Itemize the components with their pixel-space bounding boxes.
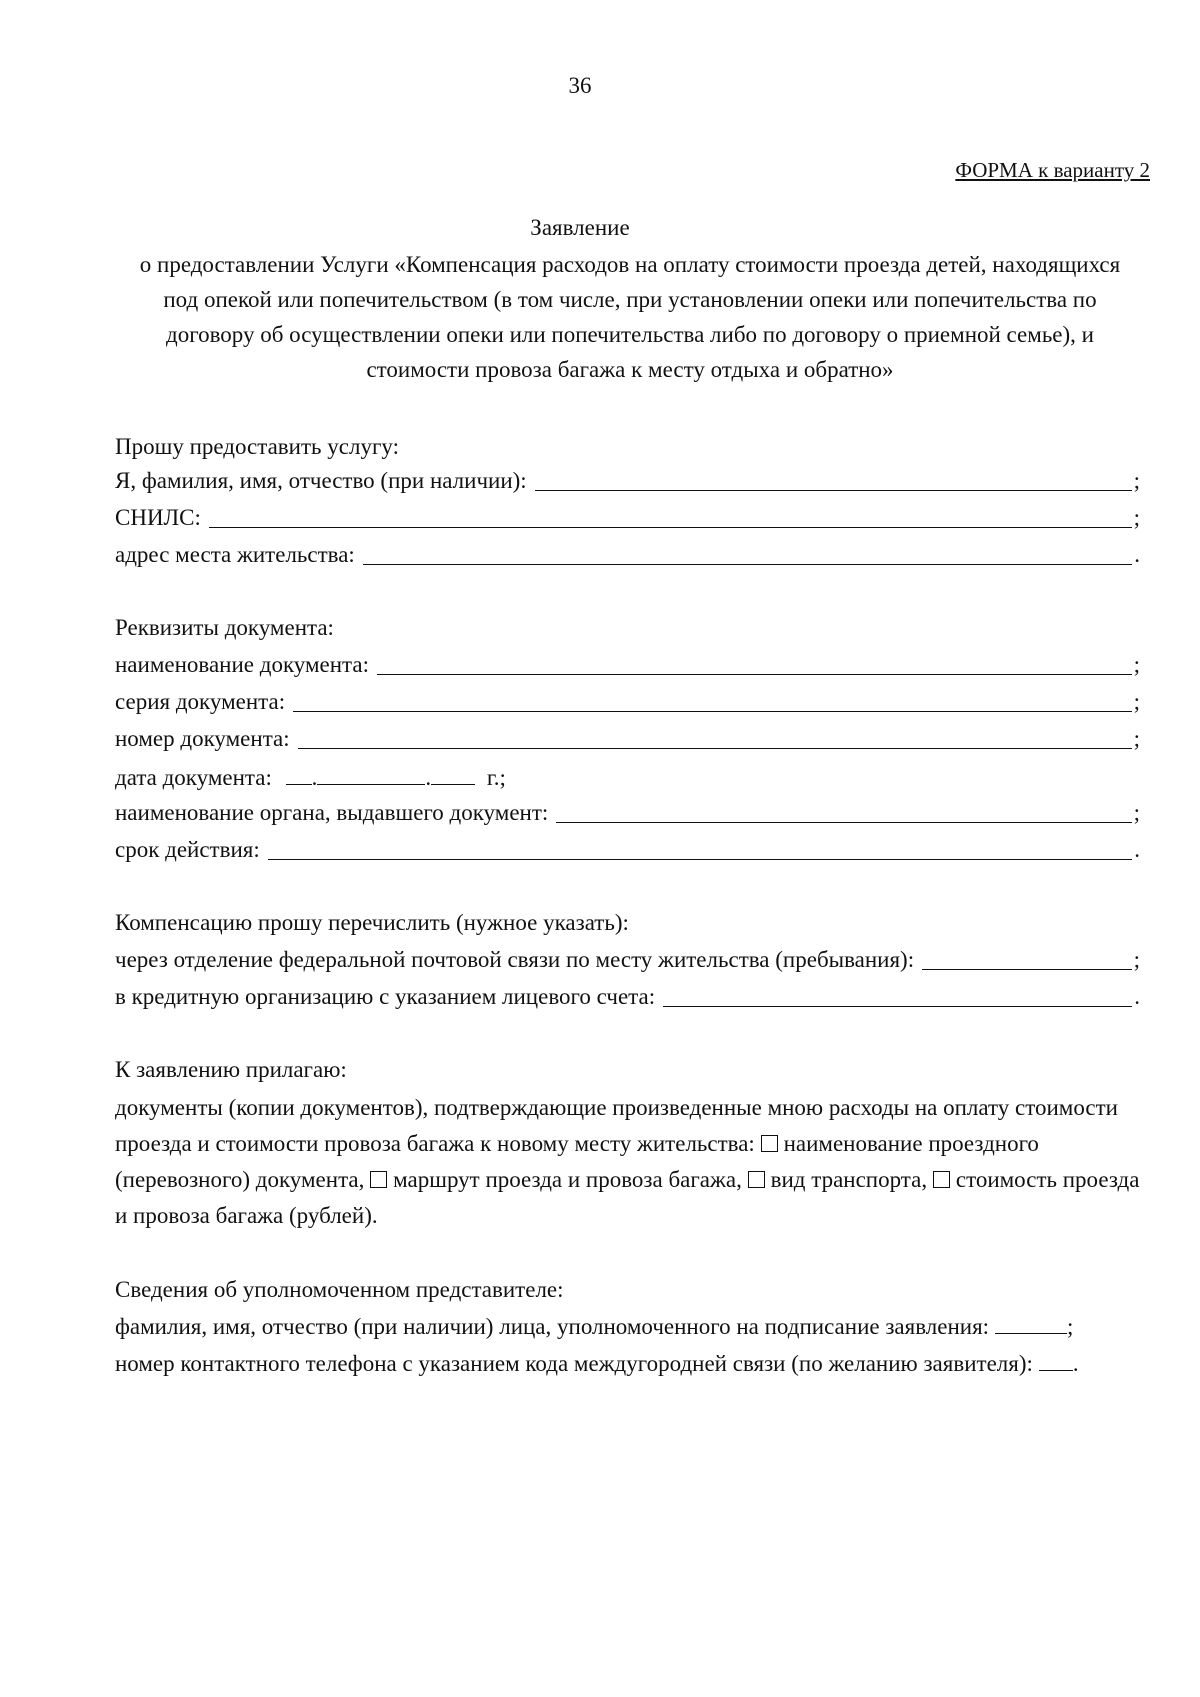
rep-phone-label: номер контактного телефона с указанием кода междугородней связи (по желанию заявителя):: [115, 1351, 1033, 1376]
row-end-mark: ;: [1133, 468, 1140, 493]
rep-fio-row: [115, 1313, 1073, 1341]
doc-name-label: наименование документа:: [115, 652, 369, 677]
snils-row: [115, 504, 1140, 532]
doc-series-label: серия документа:: [115, 689, 286, 714]
attachments-paragraph: [115, 1090, 1145, 1234]
applicant-fio-row: [115, 467, 1140, 495]
bank-label: в кредитную организацию с указанием лицевого счета:: [115, 984, 656, 1009]
doc-number-row: [115, 725, 1140, 753]
row-end-mark: ;: [1133, 689, 1140, 714]
snils-field[interactable]: [209, 505, 1132, 528]
post-field[interactable]: [922, 947, 1132, 970]
snils-label: СНИЛС:: [115, 505, 201, 530]
doc-date-suffix: г.;: [486, 765, 506, 790]
document-title: Заявление: [530, 215, 630, 240]
attachment-option-transport: вид транспорта,: [770, 1167, 928, 1192]
applicant-fio-field[interactable]: [535, 468, 1132, 491]
doc-date-row: дата документа: . . г.;: [115, 762, 506, 792]
page-number: 36: [568, 73, 592, 98]
doc-date-day-field[interactable]: [286, 762, 312, 785]
row-end-mark: ;: [1133, 505, 1140, 530]
checkbox-doc-name[interactable]: [761, 1135, 778, 1152]
compensation-heading: Компенсацию прошу перечислить (нужное указать):: [115, 910, 629, 935]
row-end-mark: .: [1134, 837, 1140, 862]
row-end-mark: ;: [1067, 1314, 1074, 1339]
attachments-heading: К заявлению прилагаю:: [115, 1057, 347, 1082]
doc-validity-label: срок действия:: [115, 837, 260, 862]
attachments-intro: документы (копии документов), подтверждающие произведенные мною расходы на оплату стоимости проезда и стоимости провоза багажа к новому месту жительства:: [115, 1095, 1118, 1156]
doc-name-row: [115, 651, 1140, 679]
address-field[interactable]: [363, 542, 1132, 565]
doc-date-label: дата документа:: [115, 765, 272, 790]
checkbox-route[interactable]: [370, 1171, 387, 1188]
row-end-mark: ;: [1133, 726, 1140, 751]
row-end-mark: .: [1134, 984, 1140, 1009]
doc-validity-field[interactable]: [268, 837, 1133, 860]
doc-validity-row: [115, 836, 1140, 864]
rep-phone-field[interactable]: [1039, 1350, 1073, 1371]
doc-issuer-row: [115, 799, 1140, 827]
row-end-mark: ;: [1133, 652, 1140, 677]
post-label: через отделение федеральной почтовой связи по месту жительства (пребывания):: [115, 947, 915, 972]
rep-phone-row: [115, 1350, 1079, 1378]
row-end-mark: .: [1134, 542, 1140, 567]
checkbox-cost[interactable]: [933, 1171, 950, 1188]
doc-number-label: номер документа:: [115, 726, 290, 751]
applicant-fio-label: Я, фамилия, имя, отчество (при наличии):: [115, 468, 527, 493]
row-end-mark: ;: [1133, 947, 1140, 972]
doc-date-year-field[interactable]: [431, 762, 475, 785]
checkbox-transport[interactable]: [748, 1171, 765, 1188]
applicant-heading: Прошу предоставить услугу:: [115, 434, 399, 459]
doc-date-month-field[interactable]: [317, 762, 425, 785]
doc-name-field[interactable]: [377, 652, 1132, 675]
attachment-option-cost: стоимость проезда и провоза багажа (рублей).: [115, 1167, 1140, 1228]
row-end-mark: .: [1072, 1351, 1079, 1376]
rep-fio-field[interactable]: [995, 1313, 1067, 1334]
representative-heading: Сведения об уполномоченном представителе:: [115, 1277, 564, 1302]
doc-series-row: [115, 688, 1140, 716]
document-subtitle: о предоставлении Услуги «Компенсация расходов на оплату стоимости проезда детей, находящихся под опекой или попечительством (в том числе, при установлении опеки или попечительства по договору об осуществлении опеки или попечительства либо по договору о приемной семье), и стоимости провоза багажа к месту отдыха и обратно»: [139, 252, 1121, 382]
doc-issuer-field[interactable]: [556, 800, 1131, 823]
address-label: адрес места жительства:: [115, 542, 355, 567]
doc-number-field[interactable]: [298, 726, 1132, 749]
doc-issuer-label: наименование органа, выдавшего документ:: [115, 800, 549, 825]
rep-fio-label: фамилия, имя, отчество (при наличии) лица, уполномоченного на подписание заявления:: [115, 1314, 990, 1339]
bank-field[interactable]: [663, 984, 1132, 1007]
doc-series-field[interactable]: [293, 689, 1132, 712]
address-row: [115, 541, 1140, 569]
attachment-option-route: маршрут проезда и провоза багажа,: [393, 1167, 742, 1192]
form-reference: ФОРМА к варианту 2: [955, 158, 1150, 182]
bank-row: [115, 983, 1140, 1011]
document-heading: Реквизиты документа:: [115, 615, 334, 640]
attachment-option-doc-name: наименование проездного (перевозного) документа,: [115, 1131, 1039, 1192]
row-end-mark: ;: [1133, 800, 1140, 825]
post-row: [115, 946, 1140, 974]
